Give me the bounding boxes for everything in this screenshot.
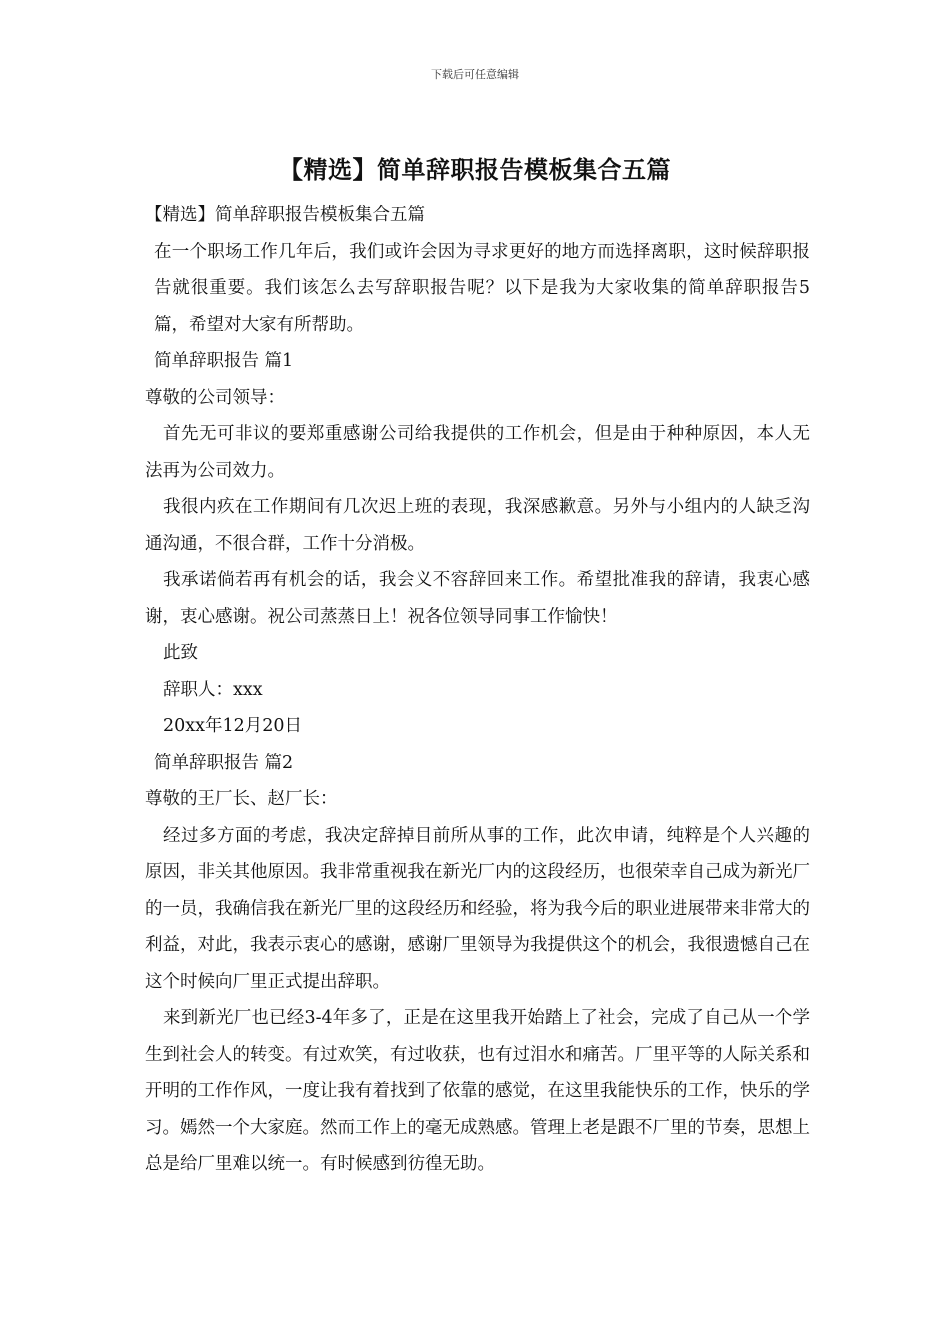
article1-paragraph-3: 我承诺倘若再有机会的话，我会义不容辞回来工作。希望批准我的辞请，我衷心感谢，衷心感谢。祝公司蒸蒸日上！祝各位领导同事工作愉快！ [145, 570, 810, 627]
intro-paragraph: 在一个职场工作几年后，我们或许会因为寻求更好的地方而选择离职，这时候辞职报告就很重要。我们该怎么去写辞职报告呢？以下是我为大家收集的简单辞职报告5篇，希望对大家有所帮助。 [154, 241, 810, 335]
article1-salutation: 尊敬的公司领导： [145, 387, 285, 408]
document-title: 【精选】简单辞职报告模板集合五篇 [279, 155, 671, 184]
article1-signature: 辞职人：xxx [163, 679, 263, 700]
article1-paragraph-2: 我很内疚在工作期间有几次迟上班的表现，我深感歉意。另外与小组内的人缺乏沟通沟通，不很合群，工作十分消极。 [145, 497, 810, 554]
document-body [145, 197, 810, 1183]
subtitle-line: 【精选】简单辞职报告模板集合五篇 [145, 205, 425, 225]
article1-paragraph-1: 首先无可非议的要郑重感谢公司给我提供的工作机会，但是由于种种原因，本人无法再为公司效力。 [145, 424, 810, 481]
article2-heading: 简单辞职报告 篇2 [154, 752, 294, 773]
article2-salutation: 尊敬的王厂长、赵厂长： [145, 789, 338, 809]
header-note: 下载后可任意编辑 [431, 68, 519, 81]
article1-date: 20xx年12月20日 [163, 716, 303, 736]
article2-paragraph-1: 经过多方面的考虑，我决定辞掉目前所从事的工作，此次申请，纯粹是个人兴趣的原因，非关其他原因。我非常重视我在新光厂内的这段经历，也很荣幸自己成为新光厂的一员，我确信我在新光厂里的这段经历和经验，将为我今后的职业进展带来非常大的利益，对此，我表示衷心的感谢，感谢厂里领导为我提供这个的机会，我很遗憾自己在这个时候向厂里正式提出辞职。 [145, 825, 810, 992]
article1-closing: 此致 [163, 643, 198, 663]
article1-heading: 简单辞职报告 篇1 [154, 351, 294, 371]
article2-paragraph-2: 来到新光厂也已经3-4年多了，正是在这里我开始踏上了社会，完成了自己从一个学生到社会人的转变。有过欢笑，有过收获，也有过泪水和痛苦。厂里平等的人际关系和开明的工作作风，一度让我有着找到了依靠的感觉，在这里我能快乐的工作，快乐的学习。嫣然一个大家庭。然而工作上的毫无成熟感。管理上老是跟不厂里的节奏，思想上总是给厂里难以统一。有时候感到彷徨无助。 [145, 1008, 810, 1174]
